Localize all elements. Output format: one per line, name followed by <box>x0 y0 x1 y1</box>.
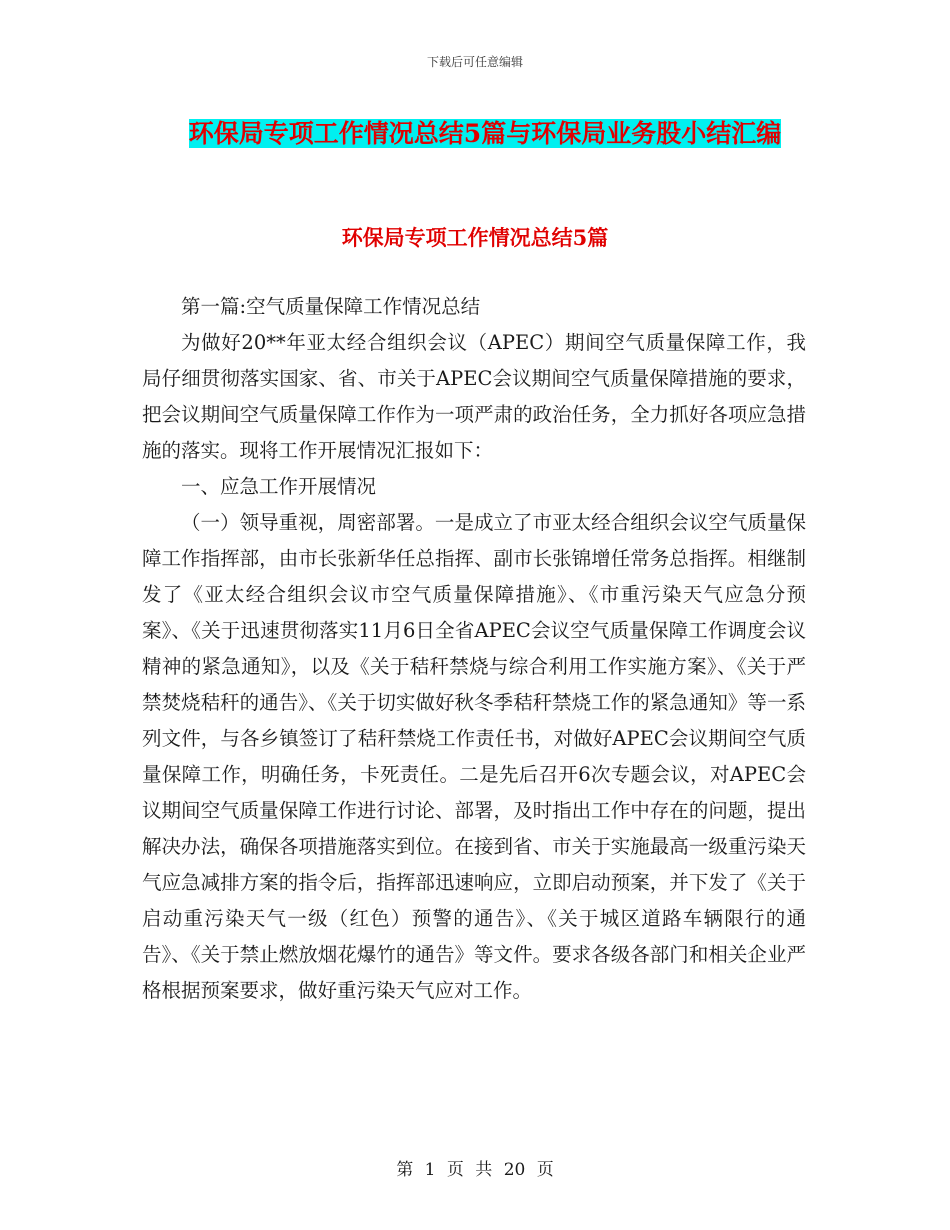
section-title: 环保局专项工作情况总结5篇 <box>341 225 609 250</box>
paragraph-section-heading: 一、应急工作开展情况 <box>181 475 377 498</box>
document-title <box>140 110 830 158</box>
paragraph-intro: 为做好20**年亚太经合组织会议（APEC）期间空气质量保障工作，我局仔细贯彻落实国家、省、市关于APEC会议期间空气质量保障措施的要求，把会议期间空气质量保障工作作为一项严肃的政治任务，全力抓好各项应急措施的落实。现将工作开展情况汇报如下： <box>142 331 806 462</box>
header-note: 下载后可任意编辑 <box>426 55 523 69</box>
paragraph-body: （一）领导重视，周密部署。一是成立了市亚太经合组织会议空气质量保障工作指挥部，由市长张新华任总指挥、副市长张锦增任常务总指挥。相继制发了《亚太经合组织会议市空气质量保障措施》、《市重污染天气应急分预案》、《关于迅速贯彻落实11月6日全省APEC会议空气质量保障工作调度会议精神的紧急通知》，以及《关于秸秆禁烧与综合利用工作实施方案》、《关于严禁焚烧秸秆的通告》、《关于切实做好秋冬季秸秆禁烧工作的紧急通知》等一系列文件，与各乡镇签订了秸秆禁烧工作责任书，对做好APEC会议期间空气质量保障工作，明确任务，卡死责任。二是先后召开6次专题会议，对APEC会议期间空气质量保障工作进行讨论、部署，及时指出工作中存在的问题，提出解决办法，确保各项措施落实到位。在接到省、市关于实施最高一级重污染天气应急减排方案的指令后，指挥部迅速响应，立即启动预案，并下发了《关于启动重污染天气一级（红色）预警的通告》、《关于城区道路车辆限行的通告》、《关于禁止燃放烟花爆竹的通告》等文件。要求各级各部门和相关企业严格根据预案要求，做好重污染天气应对工作。 <box>142 511 806 1002</box>
document-body <box>142 289 806 1009</box>
document-title-text: 环保局专项工作情况总结5篇与环保局业务股小结汇编 <box>188 119 782 148</box>
page-footer: 第 1 页 共 20 页 <box>396 1160 554 1180</box>
paragraph-chapter-heading: 第一篇:空气质量保障工作情况总结 <box>181 295 481 318</box>
